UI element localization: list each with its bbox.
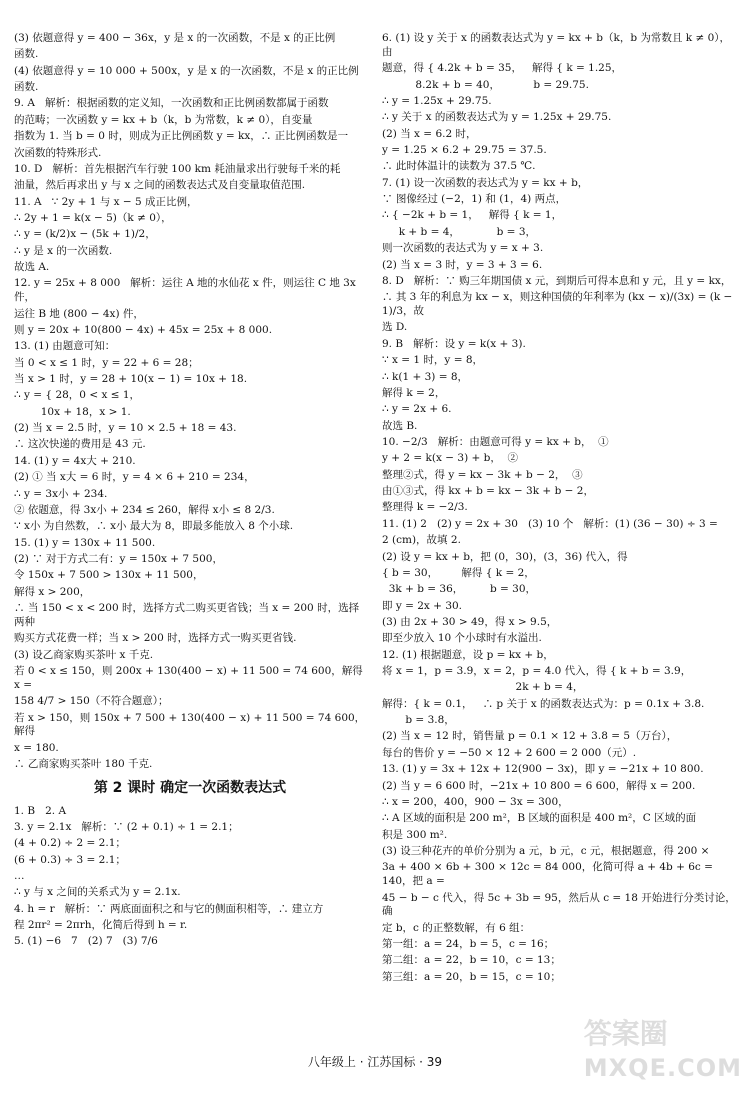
- text-line: y = 1.25 × 6.2 + 29.75 = 37.5.: [382, 144, 547, 157]
- text-line: (4) 依题意得 y = 10 000 + 500x，y 是 x 的一次函数，不是 x 的正比例: [14, 64, 359, 77]
- text-line: 10. D 解析：首先根据汽车行驶 100 km 耗油量求出行驶每千米的耗: [14, 162, 341, 175]
- watermark-text: 答案圈: [583, 1017, 668, 1051]
- text-line: (6 + 0.3) ÷ 3 = 2.1；: [14, 853, 126, 866]
- text-line: x = 180.: [14, 741, 59, 754]
- text-line: ∴ A 区域的面积是 200 m²，B 区域的面积是 400 m²，C 区域的面: [382, 812, 697, 825]
- text-line: 15. (1) y = 130x + 11 500.: [14, 536, 156, 549]
- text-line: 将 x = 1，p = 3.9，x = 2，p = 4.0 代入，得 { k + b = 3.9，: [382, 665, 692, 678]
- text-line: 3k + b = 36， b = 30，: [382, 583, 537, 596]
- text-line: ∴ 乙商家购买茶叶 180 千克.: [14, 758, 153, 771]
- text-line: 解得 x > 200，: [14, 585, 91, 598]
- text-line: (3) 设乙商家购买茶叶 x 千克.: [14, 648, 154, 661]
- text-line: 次函数的特殊形式.: [14, 146, 102, 159]
- text-line: (3) 由 2x + 30 > 49，得 x > 9.5，: [382, 615, 558, 628]
- left-answers-part2: [14, 805, 366, 950]
- text-line: ∴ y = 2x + 6.: [382, 403, 452, 416]
- left-answers-part1: [14, 32, 366, 772]
- text-line: 第三组：a = 20，b = 15，c = 10；: [382, 970, 561, 983]
- text-line: ∵ x小 为自然数，∴ x小 最大为 8，即最多能放入 8 个小球.: [14, 520, 294, 533]
- text-line: ∴ y 关于 x 的函数表达式为 y = 1.25x + 29.75.: [382, 111, 612, 124]
- text-line: 函数.: [14, 48, 39, 61]
- text-line: 定 b，c 的正整数解，有 6 组：: [382, 921, 531, 934]
- text-line: 选 D.: [382, 321, 408, 334]
- text-line: ∴ 2y + 1 = k(x − 5)（k ≠ 0），: [14, 211, 172, 224]
- text-line: 函数.: [14, 81, 39, 94]
- text-line: (2) ∵ 对于方式二有：y = 150x + 7 500，: [14, 553, 223, 565]
- text-line: (2) 设 y = kx + b，把 (0，30)，(3，36) 代入，得: [382, 550, 628, 563]
- text-line: (2) ① 当 x大 = 6 时，y = 4 × 6 + 210 = 234，: [14, 471, 255, 484]
- text-line: 解得 k = 2，: [382, 386, 446, 399]
- text-line: 第一组：a = 24，b = 5，c = 16；: [382, 938, 555, 951]
- text-line: 指数为 1. 当 b = 0 时，则成为正比例函数 y = kx，∴ 正比例函数是一: [14, 130, 349, 143]
- text-line: 题意，得 { 4.2k + b = 35， 解得 { k = 1.25，: [382, 62, 623, 75]
- text-line: (4 + 0.2) ÷ 2 = 2.1；: [14, 837, 126, 850]
- text-line: 3. y = 2.1x 解析：∵ (2 + 0.1) ÷ 1 = 2.1；: [14, 820, 239, 833]
- text-line: 运往 B 地 (800 − 4x) 件，: [14, 307, 144, 320]
- text-line: ∴ y 与 x 之间的关系式为 y = 2.1x.: [14, 886, 181, 899]
- text-line: 11. (1) 2 (2) y = 2x + 30 (3) 10 个 解析：(1) (36 − 30) ÷ 3 =: [382, 517, 718, 530]
- text-line: ∴ y = (k/2)x − (5k + 1)/2，: [14, 228, 156, 241]
- text-line: 则 y = 20x + 10(800 − 4x) + 45x = 25x + 8 000.: [14, 323, 273, 336]
- text-line: b = 3.8，: [382, 714, 455, 727]
- text-line: ∴ y = { 28，0 < x ≤ 1，: [14, 389, 141, 402]
- text-line: ② 依题意，得 3x小 + 234 ≤ 260，解得 x小 ≤ 8 2/3.: [14, 503, 275, 516]
- page-footer: 八年级上 · 江苏国标 · 39: [307, 1055, 443, 1070]
- text-line: 若 x > 150，则 150x + 7 500 + 130(400 − x) + 11 500 = 74 600，解得: [14, 711, 366, 738]
- text-line: ∴ 其 3 年的利息为 kx − x，则这种国债的年利率为 (kx − x)/(3x) = (k − 1)/3，故: [382, 291, 736, 318]
- text-line: 若 0 < x ≤ 150，则 200x + 130(400 − x) + 11 500 = 74 600，解得 x =: [14, 665, 366, 691]
- text-line: …: [14, 869, 25, 882]
- text-line: ∴ 此时体温计的读数为 37.5 ℃.: [382, 160, 536, 173]
- section-title: 第 2 课时 确定一次函数表达式: [93, 780, 287, 797]
- right-column: [382, 32, 738, 1045]
- text-line: (2) 当 x = 3 时，y = 3 + 3 = 6.: [382, 258, 543, 271]
- text-line: 当 x > 1 时，y = 28 + 10(x − 1) = 10x + 18.: [14, 373, 248, 386]
- text-line: 11. A ∵ 2y + 1 与 x − 5 成正比例，: [14, 195, 198, 208]
- text-line: ∵ x = 1 时，y = 8，: [382, 354, 484, 367]
- text-line: 13. (1) y = 3x + 12x + 12(900 − 3x)，即 y = −21x + 10 800.: [382, 763, 704, 776]
- text-line: 故选 A.: [14, 261, 50, 274]
- text-line: 8.2k + b = 40， b = 29.75.: [382, 78, 589, 91]
- text-line: 8. D 解析：∵ 购三年期国债 x 元，到期后可得本息和 y 元，且 y = kx，: [382, 274, 732, 287]
- text-line: 即 y = 2x + 30.: [382, 599, 463, 612]
- text-line: 9. B 解析：设 y = k(x + 3).: [382, 337, 526, 350]
- text-line: (2) 当 x = 6.2 时，: [382, 127, 477, 140]
- text-line: (3) 依题意得 y = 400 − 36x，y 是 x 的一次函数，不是 x 的正比例: [14, 32, 336, 44]
- text-line: 2 (cm)，故填 2.: [382, 534, 461, 547]
- watermark-logo: [584, 1016, 742, 1085]
- text-line: (2) 当 y = 6 600 时，−21x + 10 800 = 6 600，解得 x = 200.: [382, 779, 696, 792]
- text-line: 令 150x + 7 500 > 130x + 11 500，: [14, 569, 204, 582]
- text-line: 7. (1) 设一次函数的表达式为 y = kx + b，: [382, 176, 589, 189]
- text-line: 5. (1) −6 7 (2) 7 (3) 7/6: [14, 935, 158, 948]
- text-line: 当 0 < x ≤ 1 时，y = 22 + 6 = 28；: [14, 356, 199, 369]
- text-line: 2k + b = 4，: [382, 681, 584, 694]
- text-line: ∴ { −2k + b = 1， 解得 { k = 1，: [382, 209, 563, 222]
- text-line: 6. (1) 设 y 关于 x 的函数表达式为 y = kx + b（k，b 为常数且 k ≠ 0），由: [382, 32, 731, 58]
- text-line: 12. (1) 根据题意，设 p = kx + b，: [382, 648, 554, 661]
- text-line: (2) 当 x = 2.5 时，y = 10 × 2.5 + 18 = 43.: [14, 422, 237, 435]
- text-line: y + 2 = k(x − 3) + b， ②: [382, 452, 519, 465]
- text-line: 10x + 18，x > 1.: [14, 405, 131, 418]
- watermark-url: MXQE.COM: [583, 1054, 742, 1083]
- text-line: (3) 设三种花卉的单价分别为 a 元，b 元，c 元，根据题意，得 200 ×: [382, 844, 710, 857]
- text-line: { b = 30， 解得 { k = 2，: [382, 566, 535, 579]
- text-line: ∴ 当 150 < x < 200 时，选择方式二购买更省钱；当 x = 200 时，选择两种: [14, 602, 360, 628]
- text-line: 油量，然后再求出 y 与 x 之间的函数表达式及自变量取值范围.: [14, 179, 306, 192]
- text-line: 13. (1) 由题意可知：: [14, 340, 116, 353]
- text-line: 1. B 2. A: [14, 804, 67, 817]
- text-line: 9. A 解析：根据函数的定义知，一次函数和正比例函数都属于函数: [14, 97, 329, 110]
- left-column: [14, 32, 366, 1045]
- text-line: 整理得 k = −2/3.: [382, 501, 468, 514]
- text-line: 10. −2/3 解析：由题意可得 y = kx + b， ①: [382, 435, 609, 448]
- text-line: 即至少放入 10 个小球时有水溢出.: [382, 632, 542, 645]
- text-line: 45 − b − c 代入，得 5c + 3b = 95，然后从 c = 18 开始进行分类讨论，确: [382, 891, 736, 918]
- text-line: 158 4/7 > 150（不符合题意）；: [14, 695, 169, 708]
- text-line: (2) 当 x = 12 时，销售量 p = 0.1 × 12 + 3.8 = 5（万台），: [382, 730, 678, 743]
- text-line: 由①③式，得 kx + b = kx − 3k + b − 2，: [382, 485, 594, 498]
- text-line: ∴ 这次快递的费用是 43 元.: [14, 438, 146, 451]
- text-line: 的范畴；一次函数 y = kx + b（k，b 为常数，k ≠ 0），自变量: [14, 113, 313, 126]
- text-line: 每台的售价 y = −50 × 12 + 2 600 = 2 000（元）.: [382, 746, 637, 759]
- text-line: 12. y = 25x + 8 000 解析：运往 A 地的水仙花 x 件，则运往 C 地 3x 件，: [14, 277, 360, 304]
- text-line: 4. h = r 解析：∵ 两底面面积之和与它的侧面积相等，∴ 建立方: [14, 902, 324, 915]
- text-line: 3a + 400 × 6b + 300 × 12c = 84 000，化简可得 a + 4b + 6c = 140，把 a =: [382, 861, 717, 888]
- text-line: ∴ y 是 x 的一次函数.: [14, 244, 113, 257]
- text-line: 解得：{ k = 0.1， ∴ p 关于 x 的函数表达式为：p = 0.1x + 3.8.: [382, 697, 705, 710]
- text-line: 故选 B.: [382, 419, 418, 432]
- text-line: ∴ y = 1.25x + 29.75.: [382, 94, 492, 107]
- text-line: ∵ 图像经过 (−2，1) 和 (1，4) 两点，: [382, 193, 567, 206]
- text-line: 积是 300 m².: [382, 828, 448, 841]
- text-line: 则一次函数的表达式为 y = x + 3.: [382, 242, 544, 255]
- text-line: 购买方式花费一样；当 x > 200 时，选择方式一购买更省钱.: [14, 632, 297, 645]
- text-line: 整理②式，得 y = kx − 3k + b − 2， ③: [382, 468, 583, 481]
- text-line: ∴ x = 200，400，900 − 3x = 300，: [382, 795, 569, 808]
- text-line: 14. (1) y = 4x大 + 210.: [14, 454, 136, 467]
- text-line: 程 2πr² = 2πrh，化简后得到 h = r.: [14, 919, 188, 932]
- text-line: 第二组：a = 22，b = 10，c = 13；: [382, 954, 561, 967]
- text-line: k + b = 4， b = 3，: [382, 225, 537, 238]
- text-line: ∴ y = 3x小 + 234.: [14, 487, 108, 500]
- text-line: ∴ k(1 + 3) = 8，: [382, 370, 469, 383]
